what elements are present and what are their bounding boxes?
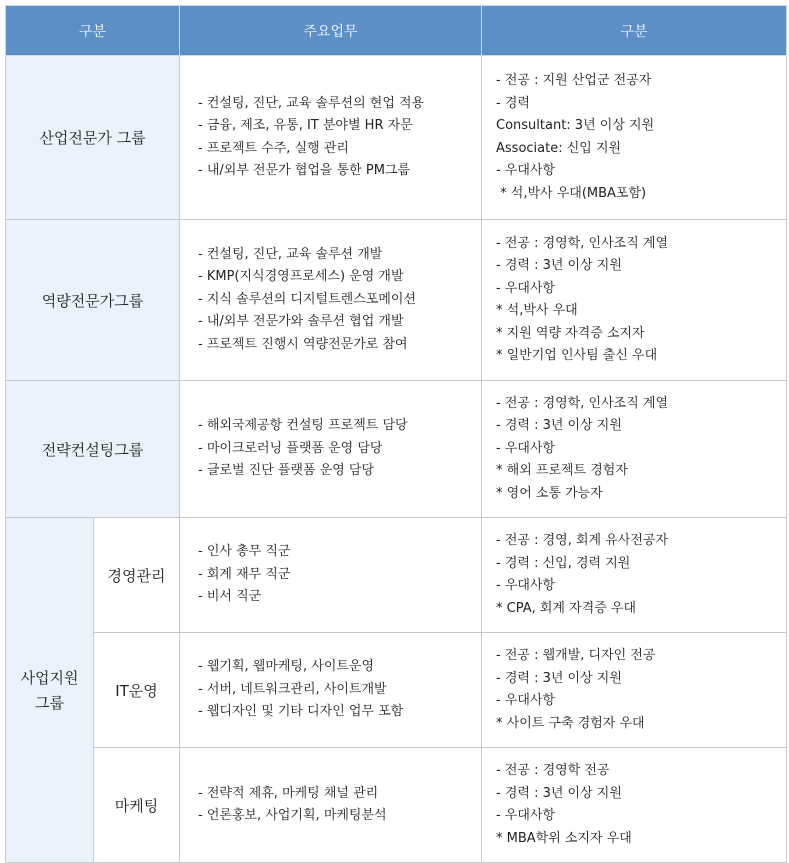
duty-item: - KMP(지식경영프로세스) 운영 개발 xyxy=(198,269,404,285)
requirements-cell xyxy=(482,56,787,220)
requirement-item: - 전공 : 웹개발, 디자인 전공 xyxy=(496,648,656,663)
requirement-item: * 사이트 구축 경험자 우대 xyxy=(496,715,645,731)
support-group-name xyxy=(6,518,94,863)
table-row xyxy=(6,748,787,863)
duty-item: - 비서 직군 xyxy=(198,589,262,605)
duty-item: - 서버, 네트워크관리, 사이트개발 xyxy=(198,681,387,697)
duties-cell xyxy=(180,381,482,518)
table-row xyxy=(6,633,787,748)
requirement-item: - 우대사항 xyxy=(496,808,556,823)
subgroup-name: 경영관리 xyxy=(94,518,180,633)
duty-item: - 내/외부 전문가 협업을 통한 PM그룹 xyxy=(198,163,411,178)
support-group-name-line2: 그룹 xyxy=(35,694,64,712)
requirement-item: Associate: 신입 지원 xyxy=(496,140,622,156)
table-row xyxy=(6,56,787,220)
requirement-item: - 전공 : 경영, 회계 유사전공자 xyxy=(496,533,669,548)
duties-cell xyxy=(180,56,482,220)
duties-cell xyxy=(180,220,482,381)
duty-item: - 글로벌 진단 플랫폼 운영 담당 xyxy=(198,463,375,479)
duty-item: - 회계 재무 직군 xyxy=(198,566,291,582)
requirement-item: - 경력 : 3년 이상 지원 xyxy=(496,785,622,801)
requirement-item: - 우대사항 xyxy=(496,163,556,178)
requirement-item: - 우대사항 xyxy=(496,578,556,593)
header-category: 구분 xyxy=(6,6,180,56)
requirement-item: * 석,박사 우대 xyxy=(496,303,578,318)
requirement-item: - 전공 : 경영학, 인사조직 계열 xyxy=(496,235,669,251)
requirements-cell xyxy=(482,518,787,633)
requirements-cell xyxy=(482,381,787,518)
group-name: 산업전문가 그룹 xyxy=(6,56,180,220)
recruitment-table xyxy=(5,5,787,863)
duty-item: - 컨설팅, 진단, 교육 솔루션 개발 xyxy=(198,246,383,262)
duty-item: - 마이크로러닝 플랫폼 운영 담당 xyxy=(198,440,383,456)
duty-item: - 금융, 제조, 유통, IT 분야별 HR 자문 xyxy=(198,118,413,133)
duties-cell xyxy=(180,633,482,748)
requirements-cell xyxy=(482,220,787,381)
requirement-item: - 우대사항 xyxy=(496,693,556,708)
duty-item: - 컨설팅, 진단, 교육 솔루션의 현업 적용 xyxy=(198,95,425,111)
requirement-item: - 우대사항 xyxy=(496,440,556,456)
requirement-item: - 우대사항 xyxy=(496,280,556,296)
header-duties: 주요업무 xyxy=(180,6,482,56)
subgroup-name: IT운영 xyxy=(94,633,180,748)
table-row xyxy=(6,518,787,633)
header-requirements: 구분 xyxy=(482,6,787,56)
duty-item: - 프로젝트 수주, 실행 관리 xyxy=(198,140,349,156)
requirement-item: - 경력 : 신입, 경력 지원 xyxy=(496,555,631,571)
requirement-item: - 전공 : 경영학 전공 xyxy=(496,763,610,778)
duty-item: - 프로젝트 진행시 역량전문가로 참여 xyxy=(198,336,408,352)
requirement-item: * CPA, 회계 자격증 우대 xyxy=(496,600,637,616)
duty-item: - 지식 솔루션의 디지털트렌스포메이션 xyxy=(198,291,417,307)
requirements-cell xyxy=(482,633,787,748)
duty-item: - 해외국제공항 컨설팅 프로젝트 담당 xyxy=(198,418,408,434)
duty-item: - 웹디자인 및 기타 디자인 업무 포함 xyxy=(198,704,404,720)
requirement-item: - 경력 : 3년 이상 지원 xyxy=(496,670,622,686)
duty-item: - 언론홍보, 사업기획, 마케팅분석 xyxy=(198,808,387,823)
header-row xyxy=(6,6,787,56)
requirement-item: * 해외 프로젝트 경험자 xyxy=(496,463,628,479)
requirement-item: * 영어 소통 가능자 xyxy=(496,485,603,501)
duties-cell xyxy=(180,748,482,863)
table-row xyxy=(6,220,787,381)
requirement-item: - 경력 xyxy=(496,95,530,111)
requirements-cell xyxy=(482,748,787,863)
requirement-item: - 전공 : 지원 산업군 전공자 xyxy=(496,73,652,88)
duty-item: - 내/외부 전문가와 솔루션 협업 개발 xyxy=(198,314,404,330)
requirement-item: * 석,박사 우대(MBA포함) xyxy=(496,185,647,201)
group-name: 역량전문가그룹 xyxy=(6,220,180,381)
requirement-item: - 전공 : 경영학, 인사조직 계열 xyxy=(496,395,669,411)
subgroup-name: 마케팅 xyxy=(94,748,180,863)
requirement-item: - 경력 : 3년 이상 지원 xyxy=(496,258,622,273)
duty-item: - 인사 총무 직군 xyxy=(198,544,291,560)
duty-item: - 웹기획, 웹마케팅, 사이트운영 xyxy=(198,659,375,675)
duties-cell xyxy=(180,518,482,633)
requirement-item: * 지원 역량 자격증 소지자 xyxy=(496,325,645,341)
requirement-item: Consultant: 3년 이상 지원 xyxy=(496,118,655,133)
table-row xyxy=(6,381,787,518)
group-name: 전략컨설팅그룹 xyxy=(6,381,180,518)
requirement-item: - 경력 : 3년 이상 지원 xyxy=(496,418,622,434)
requirement-item: * 일반기업 인사팀 출신 우대 xyxy=(496,348,658,363)
requirement-item: * MBA학위 소지자 우대 xyxy=(496,830,632,846)
duty-item: - 전략적 제휴, 마케팅 채널 관리 xyxy=(198,785,379,801)
support-group-name-line1: 사업지원 xyxy=(20,669,79,687)
